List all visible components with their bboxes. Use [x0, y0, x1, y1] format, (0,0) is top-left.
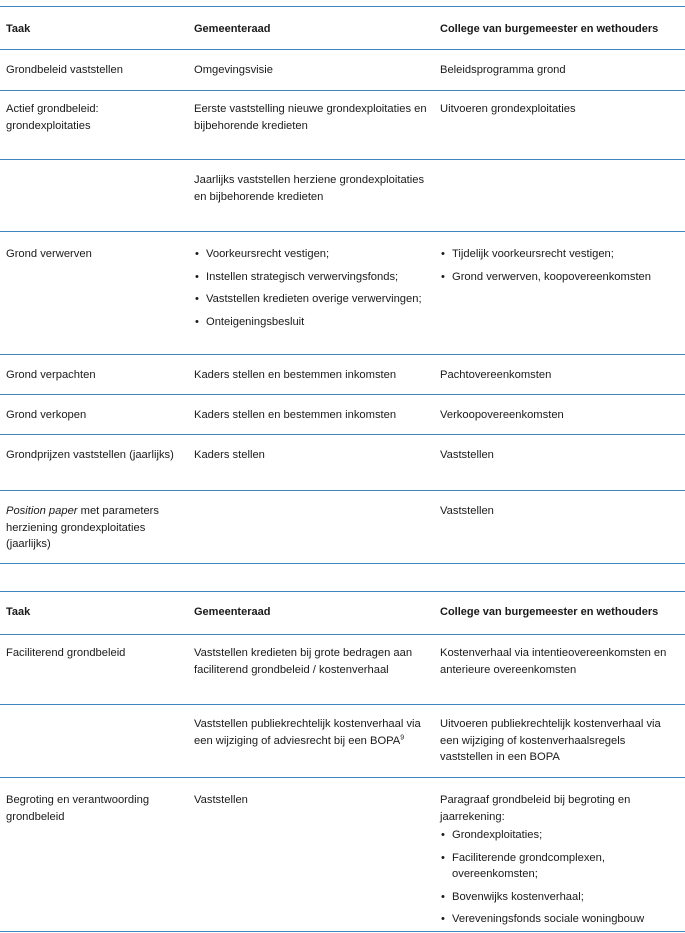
list-item: • Grondexploitaties; [440, 827, 679, 844]
table-row [0, 355, 685, 395]
cell-taak [0, 705, 188, 778]
cell-college: Kostenverhaal via intentieovereenkomsten en anterieure overeenkomsten [434, 635, 685, 705]
list-item: • Vereveningsfonds sociale woningbouw [440, 911, 679, 928]
header-gemeenteraad: Gemeenteraad [188, 592, 434, 635]
table-row [0, 50, 685, 91]
cell-raad: Kaders stellen en bestemmen inkomsten [188, 395, 434, 435]
cell-taak: Grond verpachten [0, 355, 188, 395]
cell-college: Vaststellen [434, 491, 685, 564]
table-row [0, 91, 685, 160]
cell-raad: Jaarlijks vaststellen herziene grondexploitaties en bijbehorende kredieten [188, 160, 434, 232]
cell-college [434, 232, 685, 355]
footnote-marker: 9 [400, 733, 405, 741]
cell-raad: Vaststellen [188, 778, 434, 932]
table-row [0, 491, 685, 564]
header-college: College van burgemeester en wethouders [434, 592, 685, 635]
cell-raad: Eerste vaststelling nieuwe grondexploitaties en bijbehorende kredieten [188, 91, 434, 160]
cell-taak: Actief grondbeleid: grondexploitaties [0, 91, 188, 160]
table-row [0, 635, 685, 705]
cell-taak: Begroting en verantwoording grondbeleid [0, 778, 188, 932]
cell-taak-rest: met parameters herziening grondexploitaties (jaarlijks) [6, 505, 159, 550]
cell-taak [0, 160, 188, 232]
table-row [0, 435, 685, 491]
task-table-1 [0, 6, 685, 564]
cell-college: Verkoopovereenkomsten [434, 395, 685, 435]
header-taak: Taak [0, 592, 188, 635]
cell-raad: Kaders stellen [188, 435, 434, 491]
list-item: • Faciliterende grondcomplexen, overeenkomsten; [440, 850, 679, 883]
cell-taak [0, 491, 188, 564]
cell-raad [188, 232, 434, 355]
table-header-row [0, 592, 685, 635]
cell-taak: Grond verkopen [0, 395, 188, 435]
cell-college [434, 160, 685, 232]
task-table-2 [0, 591, 685, 932]
position-paper-label: Position paper [6, 505, 78, 517]
list-item: • Grond verwerven, koopovereenkomsten [440, 269, 679, 286]
cell-taak: Grond verwerven [0, 232, 188, 355]
cell-taak: Grondprijzen vaststellen (jaarlijks) [0, 435, 188, 491]
college-bullet-list [440, 246, 679, 285]
cell-taak: Faciliterend grondbeleid [0, 635, 188, 705]
cell-college: Uitvoeren publiekrechtelijk kostenverhaal via een wijziging of kostenverhaalsregels vaststellen in een BOPA [434, 705, 685, 778]
cell-college [434, 778, 685, 932]
table-row [0, 705, 685, 778]
header-gemeenteraad: Gemeenteraad [188, 7, 434, 50]
cell-college: Vaststellen [434, 435, 685, 491]
cell-college: Pachtovereenkomsten [434, 355, 685, 395]
cell-college: Uitvoeren grondexploitaties [434, 91, 685, 160]
table-row [0, 160, 685, 232]
list-item: • Vaststellen kredieten overige verwervingen; [194, 291, 428, 308]
raad-bullet-list [194, 246, 428, 330]
table-header-row [0, 7, 685, 50]
cell-raad: Omgevingsvisie [188, 50, 434, 91]
table-row [0, 395, 685, 435]
college-bullet-list [440, 827, 679, 928]
cell-raad: Vaststellen kredieten bij grote bedragen aan faciliterend grondbeleid / kostenverhaal [188, 635, 434, 705]
header-taak: Taak [0, 7, 188, 50]
list-item: • Voorkeursrecht vestigen; [194, 246, 428, 263]
college-intro: Paragraaf grondbeleid bij begroting en jaarrekening: [440, 794, 631, 823]
table-row [0, 778, 685, 932]
cell-raad-text: Vaststellen publiekrechtelijk kostenverhaal via een wijziging of adviesrecht bij een BOPA [194, 718, 421, 747]
list-item: • Instellen strategisch verwervingsfonds; [194, 269, 428, 286]
table-row [0, 232, 685, 355]
list-item: • Bovenwijks kostenverhaal; [440, 889, 679, 906]
list-item: • Tijdelijk voorkeursrecht vestigen; [440, 246, 679, 263]
header-college: College van burgemeester en wethouders [434, 7, 685, 50]
cell-raad: Kaders stellen en bestemmen inkomsten [188, 355, 434, 395]
cell-college: Beleidsprogramma grond [434, 50, 685, 91]
list-item: • Onteigeningsbesluit [194, 314, 428, 331]
cell-taak: Grondbeleid vaststellen [0, 50, 188, 91]
cell-raad [188, 705, 434, 778]
cell-raad [188, 491, 434, 564]
